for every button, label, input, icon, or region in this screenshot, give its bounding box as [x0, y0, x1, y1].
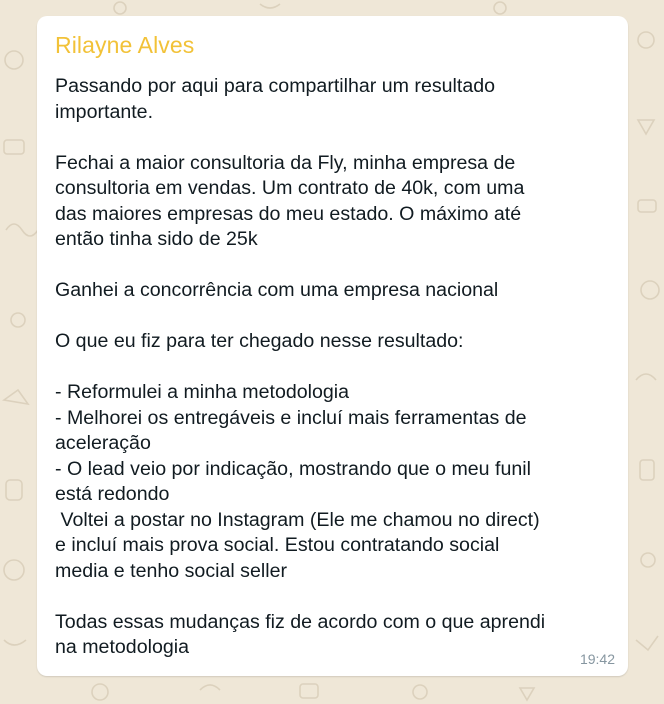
- message-bubble[interactable]: [37, 16, 628, 676]
- message-text: Passando por aqui para compartilhar um resultado importante. Fechai a maior consultoria da Fly, minha empresa de consultoria em vendas. Um contrato de 40k, com uma das maiores empresas do meu estado. O máximo até então tinha sido de 25k Ganhei a concorrência com uma empresa nacional O que eu fiz para ter chegado nesse resultado: - Reformulei a minha metodologia - Melhorei os entregáveis e incluí mais ferramentas de aceleração - O lead veio por indicação, mostrando que o meu funil está redondo Voltei a postar no Instagram (Ele me chamou no direct) e incluí mais prova social. Estou contratando social media e tenho social seller Todas essas mudanças fiz de acordo com o que aprendi na metodologia: [55, 75, 546, 658]
- message-timestamp: 19:42: [579, 651, 615, 667]
- sender-name[interactable]: Rilayne Alves: [55, 32, 195, 58]
